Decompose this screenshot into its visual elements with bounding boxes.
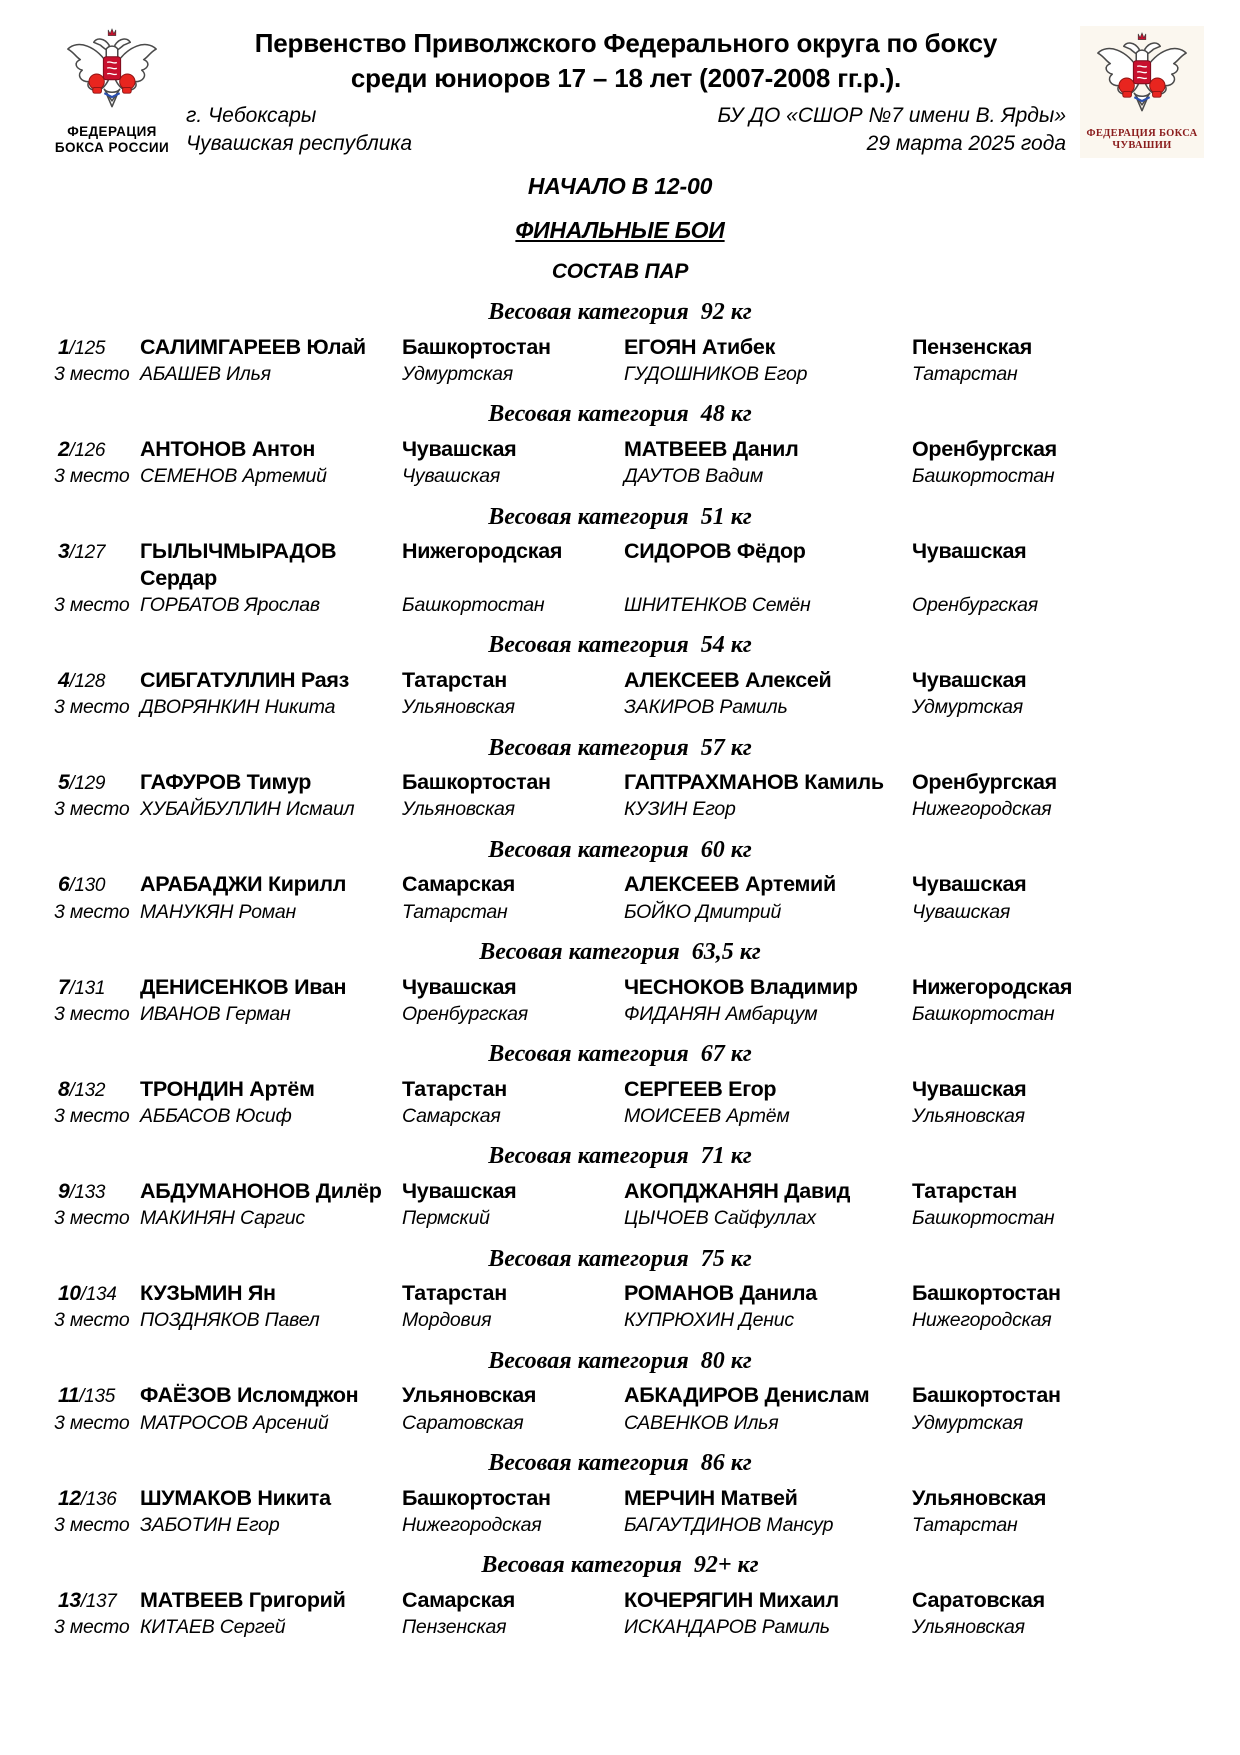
weight-value: 48 кг (700, 401, 752, 428)
bout-ordinal: 5 (58, 771, 70, 795)
categories (0, 299, 1240, 1639)
red-corner-name: АБДУМАНОНОВ Дилёр (140, 1178, 382, 1203)
third-blue-name: МОИСЕЕВ Артём (624, 1105, 790, 1127)
red-corner-region: Башкортостан (402, 1485, 551, 1510)
third-place-label: 3 место (54, 798, 130, 821)
blue-corner-name: ГАПТРАХМАНОВ Камиль (624, 770, 884, 795)
red-corner-name: СИБГАТУЛЛИН Раяз (140, 667, 349, 692)
third-blue-name: ШНИТЕНКОВ Семён (624, 593, 811, 616)
final-bout-row (0, 538, 1240, 592)
third-blue-name: ЗАКИРОВ Рамиль (624, 696, 788, 719)
final-bout-row (0, 667, 1240, 694)
weight-category-heading (0, 837, 1240, 865)
blue-corner-region: Чувашская (912, 1076, 1027, 1101)
weight-category-label: Весовая категория (488, 734, 689, 761)
red-corner-name: КУЗЬМИН Ян (140, 1281, 276, 1306)
third-red-region: Нижегородская (402, 1513, 542, 1536)
final-bout-row (0, 436, 1240, 463)
bout-ordinal: 6 (58, 873, 70, 897)
chuvashia-boxing-federation-emblem-icon (1090, 30, 1194, 126)
weight-value: 67 кг (700, 1041, 752, 1068)
red-corner-name: ГАФУРОВ Тимур (140, 770, 312, 795)
blue-corner-region: Татарстан (912, 1178, 1017, 1203)
weight-value: 71 кг (700, 1143, 752, 1170)
weight-value: 60 кг (700, 836, 752, 863)
region: Чувашская республика (186, 131, 413, 155)
third-blue-name: ДАУТОВ Вадим (624, 465, 763, 488)
third-place-label: 3 место (54, 1513, 130, 1536)
red-corner-name: ДЕНИСЕНКОВ Иван (140, 974, 347, 999)
third-place-row (0, 797, 1240, 821)
red-corner-region: Татарстан (402, 1076, 507, 1101)
russia-boxing-federation-logo (52, 26, 172, 155)
final-bout-row (0, 974, 1240, 1001)
bout-code: /128 (69, 670, 106, 692)
bout-number (52, 974, 140, 1001)
bout-code: /130 (69, 875, 106, 897)
third-blue-region: Нижегородская (912, 1309, 1052, 1332)
weight-category-label: Весовая категория (488, 401, 689, 428)
weight-category-block (0, 1450, 1240, 1537)
third-place-label: 3 место (54, 696, 130, 719)
third-blue-region: Нижегородская (912, 798, 1052, 821)
final-bout-row (0, 1076, 1240, 1103)
left-logo-caption (52, 124, 172, 155)
blue-corner-region: Чувашская (912, 539, 1027, 564)
bout-number (52, 1178, 140, 1205)
blue-corner-name: АЛЕКСЕЕВ Алексей (624, 667, 832, 692)
third-place-row (0, 1308, 1240, 1332)
final-bout-row (0, 1587, 1240, 1614)
third-place-row (0, 1513, 1240, 1537)
bout-number (52, 436, 140, 463)
weight-category-block (0, 401, 1240, 488)
weight-category-block (0, 939, 1240, 1026)
page-title-line1: Первенство Приволжского Федерального округа по боксу (254, 28, 998, 58)
weight-category-label: Весовая категория (488, 632, 689, 659)
third-red-region: Пензенская (402, 1616, 507, 1639)
blue-corner-name: ЧЕСНОКОВ Владимир (624, 974, 858, 999)
final-bout-row (0, 1382, 1240, 1409)
third-place-row (0, 900, 1240, 924)
start-time-heading: НАЧАЛО В 12-00 (527, 173, 713, 200)
bout-ordinal: 4 (58, 668, 70, 692)
blue-corner-region: Пензенская (912, 334, 1032, 359)
bout-code: /135 (79, 1386, 115, 1408)
red-corner-name: ТРОНДИН Артём (140, 1076, 315, 1101)
third-red-region: Оренбургская (402, 1002, 528, 1025)
weight-category-label: Весовая категория (479, 938, 680, 965)
third-blue-name: КУПРЮХИН Денис (624, 1309, 794, 1332)
weight-category-heading (0, 299, 1240, 327)
blue-corner-name: МАТВЕЕВ Данил (624, 436, 799, 461)
bout-code: /125 (69, 337, 106, 359)
third-red-name: МАТРОСОВ Арсений (140, 1411, 329, 1434)
bout-number (52, 1382, 140, 1409)
red-corner-region: Башкортостан (402, 334, 551, 359)
bout-code: /137 (80, 1590, 117, 1612)
third-blue-name: ИСКАНДАРОВ Рамиль (624, 1616, 830, 1639)
final-bout-row (0, 1280, 1240, 1307)
bout-ordinal: 2 (58, 437, 70, 461)
bout-code: /129 (69, 773, 106, 795)
third-blue-name: ФИДАНЯН Амбарцум (624, 1002, 818, 1025)
bout-ordinal: 12 (58, 1486, 81, 1510)
weight-value: 86 кг (700, 1450, 752, 1477)
bout-ordinal: 11 (58, 1384, 80, 1408)
weight-category-label: Весовая категория (488, 1143, 689, 1170)
weight-category-block (0, 837, 1240, 924)
blue-corner-region: Саратовская (912, 1587, 1045, 1612)
weight-category-block (0, 735, 1240, 822)
third-blue-region: Ульяновская (912, 1105, 1025, 1127)
bout-ordinal: 8 (58, 1077, 70, 1101)
weight-category-label: Весовая категория (488, 1450, 689, 1477)
weight-category-heading (0, 1348, 1240, 1376)
bout-number (52, 1280, 140, 1307)
red-corner-name: ГЫЛЫЧМЫРАДОВ Сердар (140, 539, 337, 591)
third-place-row (0, 1104, 1240, 1128)
red-corner-region: Татарстан (402, 667, 507, 692)
bout-ordinal: 10 (58, 1282, 81, 1306)
third-red-region: Саратовская (402, 1411, 524, 1434)
third-red-region: Удмуртская (402, 362, 514, 385)
third-red-name: ПОЗДНЯКОВ Павел (140, 1309, 320, 1332)
third-place-row (0, 464, 1240, 488)
weight-category-heading (0, 1041, 1240, 1069)
bout-code: /136 (80, 1488, 117, 1510)
blue-corner-region: Чувашская (912, 872, 1027, 897)
third-place-label: 3 место (54, 1309, 130, 1332)
red-corner-region: Самарская (402, 1587, 515, 1612)
bout-code: /127 (69, 542, 106, 564)
third-red-name: ЗАБОТИН Егор (140, 1513, 280, 1536)
third-red-region: Пермский (402, 1207, 490, 1230)
third-blue-name: САВЕНКОВ Илья (624, 1411, 779, 1434)
third-red-region: Чувашская (402, 465, 501, 488)
red-corner-name: САЛИМГАРЕЕВ Юлай (140, 334, 366, 359)
third-place-row (0, 1002, 1240, 1026)
blue-corner-name: АЛЕКСЕЕВ Артемий (624, 872, 836, 897)
blue-corner-region: Башкортостан (912, 1383, 1061, 1408)
third-blue-name: БАГАУТДИНОВ Мансур (624, 1513, 834, 1536)
bout-code: /131 (69, 977, 106, 999)
bout-ordinal: 3 (58, 540, 70, 564)
weight-value: 92+ кг (693, 1552, 759, 1579)
third-red-name: МАКИНЯН Саргис (140, 1207, 305, 1230)
bout-code: /134 (80, 1284, 117, 1306)
weight-category-heading (0, 1552, 1240, 1580)
bout-number (52, 871, 140, 898)
header (0, 26, 1240, 158)
weight-category-heading (0, 401, 1240, 429)
red-corner-region: Татарстан (402, 1281, 507, 1306)
red-corner-name: ФАЁЗОВ Исломджон (140, 1383, 359, 1408)
red-corner-region: Башкортостан (402, 770, 551, 795)
third-blue-region: Татарстан (912, 362, 1018, 385)
weight-category-heading (0, 632, 1240, 660)
bout-code: /132 (69, 1079, 106, 1101)
weight-value: 92 кг (700, 299, 752, 326)
page-title-line2: среди юниоров 17 – 18 лет (2007-2008 гг.р.). (350, 63, 902, 94)
bout-ordinal: 13 (58, 1588, 81, 1612)
third-place-label: 3 место (54, 1105, 130, 1127)
third-blue-region: Башкортостан (912, 1002, 1055, 1025)
bout-number (52, 1485, 140, 1512)
third-red-region: Мордовия (402, 1309, 492, 1332)
blue-corner-name: АКОПДЖАНЯН Давид (624, 1178, 851, 1203)
bout-number (52, 769, 140, 796)
red-corner-name: ШУМАКОВ Никита (140, 1485, 331, 1510)
third-blue-region: Ульяновская (912, 1616, 1025, 1639)
weight-value: 75 кг (700, 1245, 752, 1272)
third-place-row (0, 695, 1240, 719)
header-center (172, 26, 1080, 158)
red-corner-region: Чувашская (402, 1178, 517, 1203)
weight-category-label: Весовая категория (488, 503, 689, 530)
weight-category-block (0, 1143, 1240, 1230)
weight-category-label: Весовая категория (488, 299, 689, 326)
event-date: 29 марта 2025 года (866, 131, 1066, 155)
blue-corner-name: ЕГОЯН Атибек (624, 334, 776, 359)
third-place-label: 3 место (54, 1207, 130, 1230)
weight-value: 57 кг (700, 734, 752, 761)
final-bout-row (0, 769, 1240, 796)
red-corner-region: Нижегородская (402, 539, 563, 564)
bout-ordinal: 1 (58, 335, 70, 359)
bout-number (52, 667, 140, 694)
chuvashia-boxing-federation-logo (1080, 26, 1204, 158)
bout-ordinal: 7 (58, 975, 70, 999)
third-red-name: СЕМЕНОВ Артемий (140, 465, 327, 488)
third-red-region: Башкортостан (402, 593, 545, 616)
third-blue-region: Татарстан (912, 1513, 1018, 1536)
third-place-row (0, 593, 1240, 617)
weight-value: 51 кг (700, 503, 752, 530)
city: г. Чебоксары (186, 104, 317, 128)
weight-category-block (0, 1552, 1240, 1639)
weight-category-block (0, 1246, 1240, 1333)
right-logo-caption (1082, 128, 1202, 152)
venue: БУ ДО «СШОР №7 имени В. Ярды» (717, 104, 1066, 128)
page-title (186, 26, 1066, 96)
third-red-name: ИВАНОВ Герман (140, 1002, 291, 1025)
third-place-row (0, 1411, 1240, 1435)
third-red-region: Ульяновская (402, 798, 515, 821)
third-red-region: Ульяновская (402, 696, 515, 719)
third-blue-name: КУЗИН Егор (624, 798, 736, 821)
third-blue-name: ЦЫЧОЕВ Сайфуллах (624, 1207, 816, 1230)
red-corner-region: Чувашская (402, 436, 517, 461)
weight-category-label: Весовая категория (488, 836, 689, 863)
third-place-label: 3 место (54, 1411, 130, 1434)
third-blue-name: БОЙКО Дмитрий (624, 900, 782, 923)
third-blue-name: ГУДОШНИКОВ Егор (624, 362, 808, 385)
left-logo-caption-line1: ФЕДЕРАЦИЯ (67, 124, 157, 139)
third-place-label: 3 место (54, 465, 130, 488)
blue-corner-name: КОЧЕРЯГИН Михаил (624, 1587, 839, 1612)
bout-number (52, 1587, 140, 1614)
blue-corner-region: Чувашская (912, 667, 1027, 692)
third-red-region: Татарстан (402, 900, 508, 923)
weight-category-label: Весовая категория (481, 1552, 682, 1579)
blue-corner-name: МЕРЧИН Матвей (624, 1485, 798, 1510)
third-red-name: ХУБАЙБУЛЛИН Исмаил (140, 798, 355, 821)
blue-corner-region: Оренбургская (912, 770, 1057, 795)
third-place-label: 3 место (54, 362, 130, 385)
third-place-label: 3 место (54, 593, 130, 616)
weight-category-block (0, 1041, 1240, 1128)
bout-code: /126 (69, 439, 106, 461)
weight-category-label: Весовая категория (488, 1041, 689, 1068)
blue-corner-region: Оренбургская (912, 436, 1057, 461)
third-place-label: 3 место (54, 1002, 130, 1025)
weight-value: 80 кг (700, 1347, 752, 1374)
pairs-heading: СОСТАВ ПАР (551, 260, 689, 284)
weight-category-heading (0, 735, 1240, 763)
red-corner-region: Чувашская (402, 974, 517, 999)
third-place-label: 3 место (54, 1616, 130, 1639)
weight-category-heading (0, 1143, 1240, 1171)
bout-ordinal: 9 (58, 1179, 70, 1203)
weight-value: 63,5 кг (691, 938, 761, 965)
weight-category-label: Весовая категория (488, 1347, 689, 1374)
bout-number (52, 334, 140, 361)
weight-value: 54 кг (700, 632, 752, 659)
weight-category-block (0, 1348, 1240, 1435)
bout-number (52, 1076, 140, 1103)
third-blue-region: Чувашская (912, 900, 1011, 923)
blue-corner-region: Нижегородская (912, 974, 1073, 999)
blue-corner-name: СЕРГЕЕВ Егор (624, 1076, 777, 1101)
third-blue-region: Оренбургская (912, 593, 1038, 616)
weight-category-block (0, 632, 1240, 719)
third-red-name: ДВОРЯНКИН Никита (140, 696, 336, 719)
weight-category-block (0, 299, 1240, 386)
third-blue-region: Удмуртская (912, 1411, 1024, 1434)
third-red-name: АБАШЕВ Илья (140, 362, 271, 385)
finals-heading: ФИНАЛЬНЫЕ БОИ (515, 217, 725, 244)
red-corner-name: АРАБАДЖИ Кирилл (140, 872, 347, 897)
red-corner-name: МАТВЕЕВ Григорий (140, 1587, 346, 1612)
blue-corner-region: Ульяновская (912, 1485, 1047, 1510)
third-place-label: 3 место (54, 900, 130, 923)
third-red-name: АББАСОВ Юсиф (140, 1105, 292, 1127)
weight-category-block (0, 504, 1240, 618)
third-red-name: ГОРБАТОВ Ярослав (140, 593, 320, 616)
blue-corner-region: Башкортостан (912, 1281, 1061, 1306)
bout-number (52, 538, 140, 565)
weight-category-heading (0, 939, 1240, 967)
russia-boxing-federation-emblem-icon (60, 26, 164, 122)
blue-corner-name: СИДОРОВ Фёдор (624, 539, 806, 564)
third-blue-region: Башкортостан (912, 465, 1055, 488)
red-corner-name: АНТОНОВ Антон (140, 436, 316, 461)
weight-category-heading (0, 1450, 1240, 1478)
third-place-row (0, 1615, 1240, 1639)
left-logo-caption-line2: БОКСА РОССИИ (54, 139, 170, 155)
third-red-region: Самарская (402, 1105, 501, 1127)
header-subrow (186, 102, 1066, 157)
weight-category-label: Весовая категория (488, 1245, 689, 1272)
venue-block (717, 102, 1066, 157)
city-block (186, 102, 412, 157)
third-blue-region: Удмуртская (912, 696, 1024, 719)
red-corner-region: Ульяновская (402, 1383, 537, 1408)
third-red-name: КИТАЕВ Сергей (140, 1616, 286, 1639)
bout-code: /133 (69, 1181, 106, 1203)
right-logo-caption-line1: ФЕДЕРАЦИЯ БОКСА (1086, 128, 1198, 139)
third-red-name: МАНУКЯН Роман (140, 900, 297, 923)
blue-corner-name: РОМАНОВ Данила (624, 1281, 817, 1306)
final-bout-row (0, 1485, 1240, 1512)
final-bout-row (0, 871, 1240, 898)
third-place-row (0, 362, 1240, 386)
weight-category-heading (0, 1246, 1240, 1274)
right-logo-caption-line2: ЧУВАШИИ (1112, 140, 1172, 152)
third-blue-region: Башкортостан (912, 1207, 1055, 1230)
third-place-row (0, 1206, 1240, 1230)
blue-corner-name: АБКАДИРОВ Денислам (624, 1383, 870, 1408)
final-bout-row (0, 334, 1240, 361)
red-corner-region: Самарская (402, 872, 515, 897)
final-bout-row (0, 1178, 1240, 1205)
weight-category-heading (0, 504, 1240, 532)
